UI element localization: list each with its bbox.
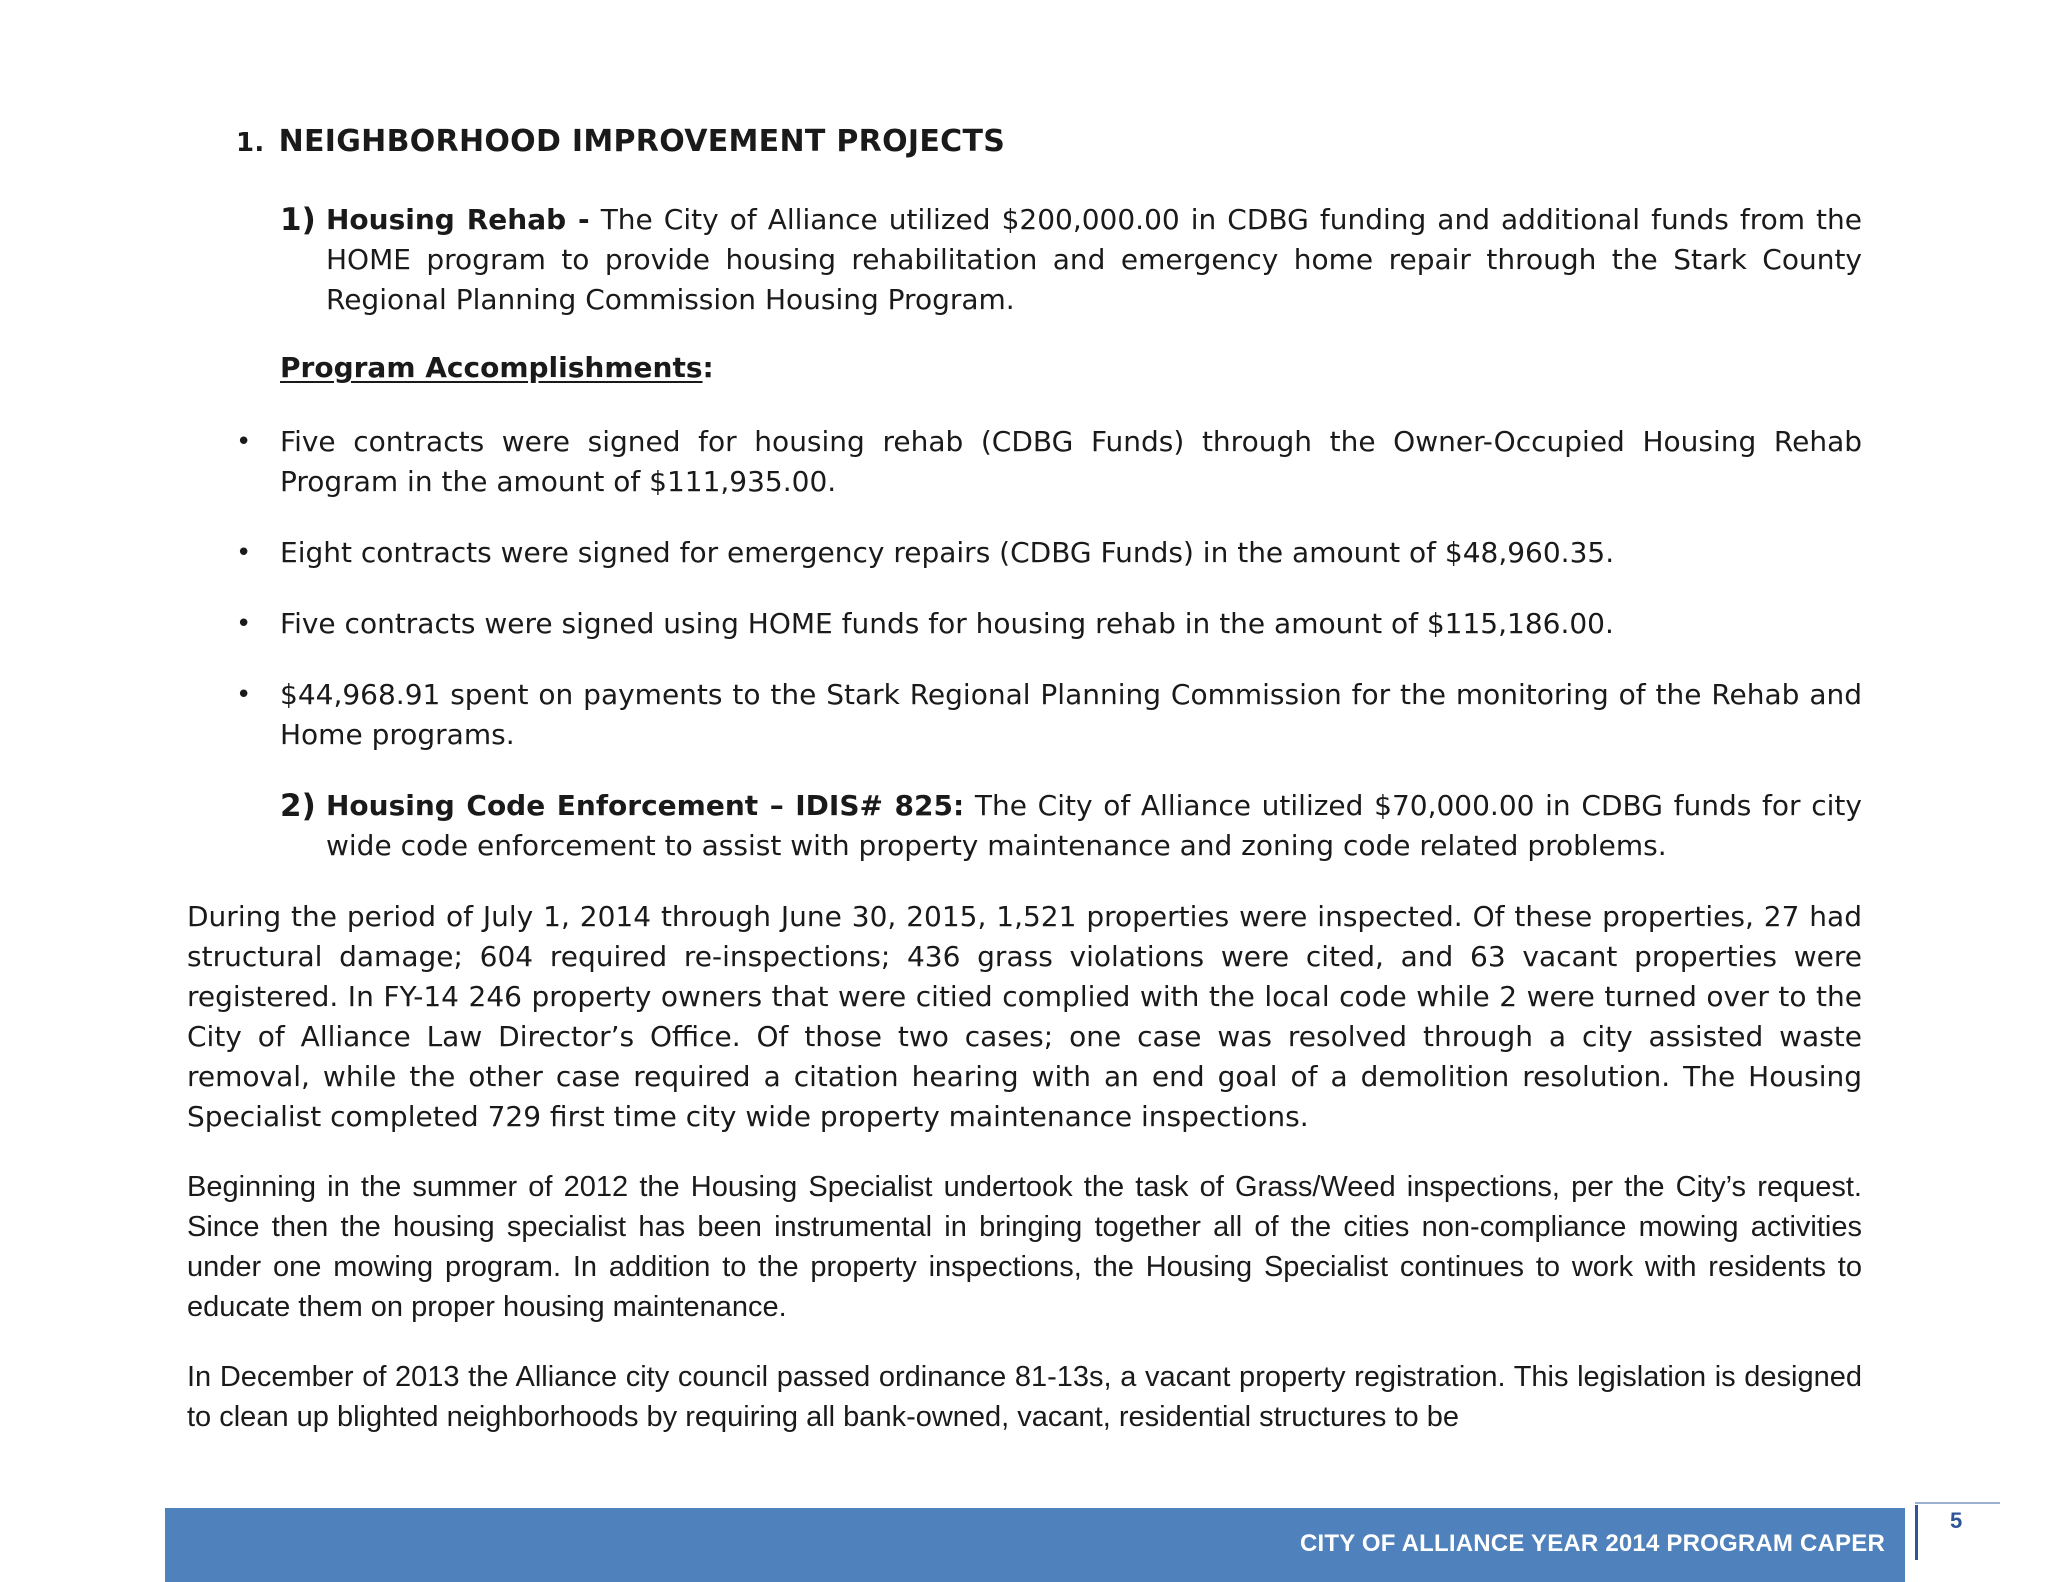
footer-bar <box>165 1508 1905 1582</box>
accomplishments-colon: : <box>702 351 714 384</box>
section-number: 1. <box>236 128 265 158</box>
section-heading <box>236 124 1005 159</box>
list-item <box>236 533 1862 573</box>
footer-title: CITY OF ALLIANCE YEAR 2014 PROGRAM CAPER <box>1300 1530 1885 1557</box>
body-paragraph: In December of 2013 the Alliance city council passed ordinance 81-13s, a vacant property registration. This legislation is designed to clean up blighted neighborhoods by requiring all bank-owned, vacant, residential structures to be <box>187 1361 1862 1433</box>
body-paragraph: During the period of July 1, 2014 through June 30, 2015, 1,521 properties were inspected. Of these properties, 27 had structural damage; 604 required re-inspections; 436 grass violations were cited, and 63 vacant properties were registered. In FY-14 246 property owners that were citied complied with the local code while 2 were turned over to the City of Alliance Law Director’s Office. Of those two cases; one case was resolved through a city assisted waste removal, while the other case required a citation hearing with an end goal of a demolition resolution. The Housing Specialist completed 729 first time city wide property maintenance inspections. <box>187 900 1862 1133</box>
item-lead: Housing Rehab - <box>326 203 590 236</box>
list-item <box>236 422 1862 502</box>
list-item-text: Five contracts were signed for housing rehab (CDBG Funds) through the Owner-Occupied Housing Rehab Program in the amount of $111,935.00. <box>280 425 1862 498</box>
list-item <box>236 604 1862 644</box>
bullet-dot: • <box>236 609 252 639</box>
list-item-text: $44,968.91 spent on payments to the Stark Regional Planning Commission for the monitoring of the Rehab and Home programs. <box>280 678 1862 751</box>
page-number-divider <box>1915 1505 1918 1560</box>
bullet-dot: • <box>236 680 252 710</box>
housing-rehab-item <box>280 200 1862 320</box>
body-paragraph: Beginning in the summer of 2012 the Housing Specialist undertook the task of Grass/Weed inspections, per the City’s request. Since then the housing specialist has been instrumental in bringing together all of the cities non-compliance mowing activities under one mowing program. In addition to the property inspections, the Housing Specialist continues to work with residents to educate them on proper housing maintenance. <box>187 1171 1862 1323</box>
item-text: The City of Alliance utilized $70,000.00 in CDBG funds for city wide code enforcement to assist with property maintenance and zoning code related problems. <box>326 789 1862 862</box>
code-enforcement-item <box>280 786 1862 866</box>
list-item-text: Eight contracts were signed for emergency repairs (CDBG Funds) in the amount of $48,960.35. <box>280 536 1615 569</box>
item-text: The City of Alliance utilized $200,000.00 in CDBG funding and additional funds from the HOME program to provide housing rehabilitation and emergency home repair through the Stark County Regional Planning Commission Housing Program. <box>326 203 1862 316</box>
item-lead: Housing Code Enforcement – IDIS# 825: <box>326 789 965 822</box>
page-number-rule <box>1915 1502 2000 1504</box>
item-marker: 1) <box>280 202 316 238</box>
accomplishments-title <box>280 351 714 384</box>
item-marker: 2) <box>280 788 316 824</box>
page-number: 5 <box>1950 1508 1963 1533</box>
list-item <box>236 675 1862 755</box>
bullet-dot: • <box>236 538 252 568</box>
list-item-text: Five contracts were signed using HOME funds for housing rehab in the amount of $115,186.00. <box>280 607 1614 640</box>
section-title: NEIGHBORHOOD IMPROVEMENT PROJECTS <box>278 124 1006 159</box>
bullet-dot: • <box>236 427 252 457</box>
accomplishments-title-text: Program Accomplishments <box>280 351 703 384</box>
